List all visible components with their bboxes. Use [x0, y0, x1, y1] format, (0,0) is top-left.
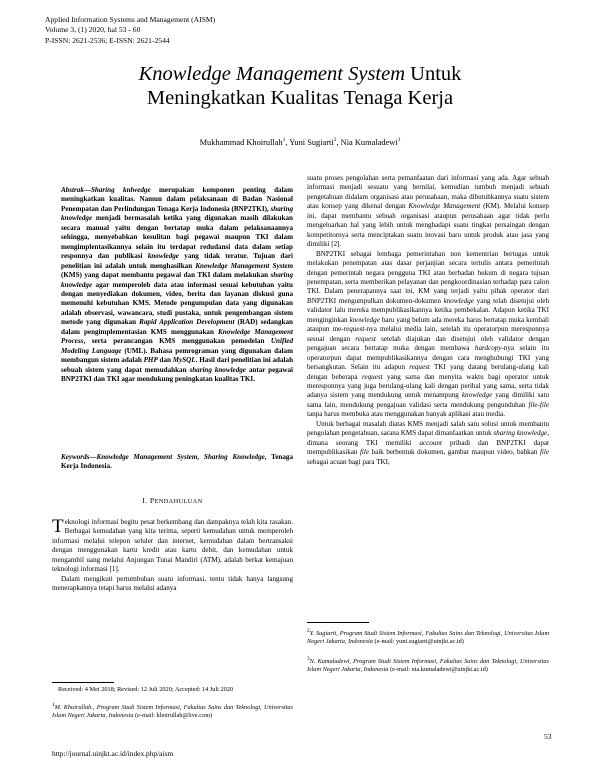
italic-term: Knowledge Management System	[195, 261, 293, 270]
text-run: baru yang belum ada mereka harus bertatap muka kembali ataupun me-	[307, 315, 550, 334]
footnote-3-affiliation: N. Kumaladewi, Program Studi Sistem Informasi, Fakultas Sains dan Teknologi, Universitas Islam Negeri Jakarta, Indonesia	[307, 658, 549, 674]
right-paragraph-2	[307, 250, 549, 420]
keywords-body	[61, 453, 293, 470]
footnote-1-affiliation: M. Khoirullah., Program Studi Sistem Informasi, Fakultas Sains dan Teknologi, Universitas Islam Negeri Jakarta, Indonesia	[52, 704, 293, 720]
text-run: setelah diajukan dan disetujui oleh validator dengan pengajuan secara bertatap muka dengan membawa	[307, 334, 549, 353]
keywords-label: Keywords—	[61, 453, 97, 461]
text-run: dan	[157, 356, 173, 365]
title-line-2: Meningkatkan Kualitas Tenaga Kerja	[146, 87, 454, 109]
footnote-2	[307, 627, 549, 647]
abstract	[52, 186, 293, 385]
text-run: (RAD) sedangkan dalam pengimplementasian KMS menggunakan	[61, 318, 293, 336]
footnote-3-email: (e-mail: nia.kumaladewi@uinjkt.ac.id)	[388, 666, 488, 674]
right-paragraph-1	[307, 174, 549, 250]
italic-term: file-file	[528, 400, 549, 409]
text-run: -nya selain itu operatorpun dapat mempublikasikannya dengan cara menghubungi TKI yang bersangkutan. Selain itu adapun	[307, 344, 550, 372]
section-heading	[52, 496, 293, 505]
abstract-label: Abstrak—	[61, 186, 91, 194]
text-run: Untuk berbagai masalah diatas KMS menjadi salah satu solusi untuk membantu pengolahan pengetahuan, sarana KMS dapat dimanfaatkan untuk	[307, 419, 549, 438]
italic-term: file	[359, 448, 370, 457]
footnote-1-email: (e-mail: khoirullah@live.com)	[133, 712, 213, 720]
italic-term: Sharing knlwedge	[90, 186, 151, 194]
abstract-body	[61, 186, 293, 383]
received-dates: Received: 4 Mei 2018; Revised: 12 Juli 2020; Accepted: 14 Juli 2020	[58, 686, 234, 693]
keywords	[52, 453, 293, 472]
text-run: -nya melalui media lain, setelah itu operatorpun meresponnya sesuai dengan	[307, 325, 549, 343]
journal-issn: P-ISSN: 2621-2536; E-ISSN: 2621-2544	[45, 35, 170, 45]
section-rest: ENDAHULUAN	[154, 498, 203, 505]
author-name: Nia Kumaladewi	[340, 137, 398, 147]
text-run: yang tidak teratur. Tujuan dari penelitian ini adalah untuk menghasilkan	[61, 252, 293, 270]
italic-term: MySQL	[172, 356, 196, 365]
page-number: 53	[544, 732, 552, 741]
journal-volume: Volume 3, (1) 2020, hal 53 - 60	[45, 25, 141, 35]
right-paragraph-3	[307, 420, 549, 467]
italic-term: Unified Modeling Language	[61, 337, 293, 355]
italic-term: request	[409, 363, 430, 372]
italic-term: file	[539, 448, 549, 457]
author-sup: 3	[397, 137, 401, 143]
text-run: yang dimiliki satu sama lain, mendukung pengajuan validasi serta mendukung pengunduhan	[307, 391, 549, 409]
title-rest-part: Untuk	[405, 63, 462, 85]
footnote-3	[307, 655, 549, 675]
text-run: menjadi bermasalah ketika yang digunakan masih dilakukan secara manual yaitu dengan bertatap muka dalam pelaksanaannya sehingga, menyebabkan kesulitan bagi pegawai maupun TKI dalam mengimplentasikannya selain itu terdapat redudansi data dalam setiap responnya dan publikasi	[61, 214, 293, 261]
author-name: Yuni Sugiarti	[289, 137, 334, 147]
italic-term: knowledge	[147, 252, 179, 261]
text-run: (KM). Melalui konsep ini, dapat membantu sebuah organisasi ataupun perusahaan agar tidak perlu mengeluarkan hal yang lebih untuk menghadapi suatu tingkat persaingan dengan kompetitornya serta menciptakan suatu inovasi baru untuk produk atau jasa yang dimiliki [2].	[307, 202, 549, 249]
italic-term: knowledge	[349, 315, 380, 324]
text-run: , Tenaga Kerja Indonesia.	[61, 453, 294, 471]
italic-term: account	[419, 438, 442, 447]
text-run: tanpa harus membuka atau menggunakan banyak aplikasi atau media.	[307, 410, 505, 419]
text-run: TKI yang datang berulang-ulang kali dengan beberapa	[307, 363, 549, 381]
footnote-rule-right	[307, 622, 369, 623]
title-italic-part: Knowledge Management System	[138, 63, 406, 85]
italic-term: Knowledge Management System, Sharing Knowledge	[96, 453, 265, 461]
text-run: , serta perancangan KMS menggunakan pemodelan	[83, 337, 271, 346]
journal-header	[45, 15, 215, 46]
italic-term: request	[361, 372, 383, 381]
footnote-1-sup: 1	[52, 702, 55, 708]
text-run: yang sama dan menyita waktu bagi operator untuk meresponnya yang juga berulang-ulang kali dengan perihal yang sama, serta tidak adanya sistem yang mendukung untuk menampung	[307, 372, 549, 400]
text-run: merupakan komponen penting dalam meningkatkan kualitas. Namun dalam pelaksanaan di Badan Nasional Penempatan dan Perlindungan Tenaga Kerja Indonesia (BNP2TKI),	[61, 186, 294, 213]
text-run: (UML). Bahasa pemrograman yang digunakan dalam membangun sistem adalah	[61, 346, 293, 365]
text-run: agar memperoleh data atau informasi sesuai kebutuhan yaitu dengan menyediakan dokumen, video, berita dan layanan diskusi guna memenuhi kebutuhan KMS. Metode pengumpulan data yang digunakan adalah observasi, wawancara, studi pustaka, untuk pengembangan sistem metode yang digunakan	[61, 280, 293, 327]
italic-term: Knowledge Management Process	[61, 327, 293, 346]
dropcap: T	[52, 516, 64, 537]
intro-paragraph-1: eknologi informasi begitu pesat berkembang dan dampaknya telah kita rasakan. Berbagai kemudahan yang kita terima, seperti kemudahan untuk memperoleh informasi melalui telepon seluler dan internet, kemudahan dalam bertransaksi dengan menggunakan kartu kredit atau kartu debit, dan kemudahan untuk mengambil uang melalui Anjungan Tunai Mandiri (ATM), adalah berkat kemajuan teknologi informasi [1].	[52, 518, 293, 574]
italic-term: sharing knowledge	[61, 271, 293, 289]
text-run: . Hasil dari penelitian ini adalah sebuah sistem yang dapat memudahkan	[61, 356, 294, 374]
text-run: sebagai acuan bagi para TKI,	[307, 457, 390, 466]
author-sup: 1	[282, 137, 286, 143]
italic-term: sharing knowledge	[189, 365, 246, 374]
italic-term: hardcopy	[474, 344, 502, 353]
text-run: antar pegawai BNP2TKI dan TKI agar mendukung peningkatan kualitas TKI.	[61, 365, 294, 384]
footnote-1	[52, 701, 293, 721]
text-run: , dimana seorang TKI memiliki	[307, 429, 549, 447]
footnote-2-email: (e-mail: yuni.sugiarti@uinjkt.ac.id)	[372, 638, 464, 646]
italic-term: request	[355, 334, 376, 343]
right-column-text	[307, 174, 549, 467]
footnote-rule	[52, 682, 114, 683]
italic-term: knowledge	[443, 296, 474, 305]
italic-term: knowledge	[461, 391, 493, 400]
section-numeral: I.	[142, 496, 150, 505]
journal-name: Applied Information Systems and Management (AISM)	[45, 15, 216, 24]
text-run: suatu proses pengolahan serta pemanfaatan dari informasi yang ada. Agar sebuah informasi menjadi sesuatu yang bernilai, kemudian tumbuh menjadi sebuah pengetahuan didalam organisasi atau perusahaan, maka dibutuhkannya suatu sistem atau konsep yang dikenal dengan	[307, 174, 549, 211]
text-run: BNP2TKI sebagai lembaga pemerintahan non kementrian bertugas untuk melakukan penempatan atas dasar perjanjian secara tertulis antara pemerintah dengan pemerintah negara pengguna TKI atau berbadan hukum di negara tujuan penempatan, serta memberikan pelayanan dan pengkoordinasian terhadap para calon TKI. Dalam penerapannya saat ini, KM yang terjadi yaitu pihak operator dari BNP2TKI mengumpulkan dokumen-dokumen	[307, 249, 549, 305]
italic-term: Knowledge Management	[408, 202, 481, 211]
author-sup: 2	[333, 137, 337, 143]
footnote-3-sup: 3	[307, 656, 310, 662]
paper-title	[40, 62, 560, 110]
text-run: baik berbentuk dokumen, gambar maupun video, bahkan	[369, 448, 540, 457]
italic-term: sharing knowledge	[493, 429, 548, 438]
journal-url-link[interactable]: http://journal.uinjkt.ac.id/index.php/aism	[52, 749, 174, 758]
author-name: Mukhammad Khoirullah	[199, 137, 283, 147]
footnote-2-sup: 2	[307, 628, 310, 634]
italic-term: PHP	[143, 356, 158, 365]
section-first-letter: P	[149, 496, 155, 505]
text-run: (KMS) yang dapat membantu pegawai dan TKI dalam melakukan	[61, 271, 271, 280]
italic-term: Rapid Application Development	[139, 318, 235, 327]
author-list: Mukhammad Khoirullah$^1$, Yuni Sugiarti$^2$, Nia Kumaladewi$^3$	[199, 137, 401, 147]
italic-term: request	[343, 325, 365, 334]
footnote-2-affiliation: Y. Sugiarti, Program Studi Sistem Informasi, Fakultas Sains dan Teknologi, Universitas Islam Negeri Jakarta, Indonesia	[307, 630, 549, 646]
intro-text	[52, 518, 293, 594]
text-run: pribadi dan BNP2TKI dapat mempublikasikan	[307, 438, 549, 457]
italic-term: sharing knowledge	[61, 204, 293, 223]
intro-paragraph-2: Dalam mengikuti pertumbuhan suatu informasi, tentu tidak hanya langsung menerapkannya tetapi harus melalui adanya	[52, 574, 293, 593]
text-run: yang telah disetujui oleh validator lalu mereka mempublikasikannya ketika pembekalan. Adapun ketika TKI menginginkan	[307, 296, 549, 324]
